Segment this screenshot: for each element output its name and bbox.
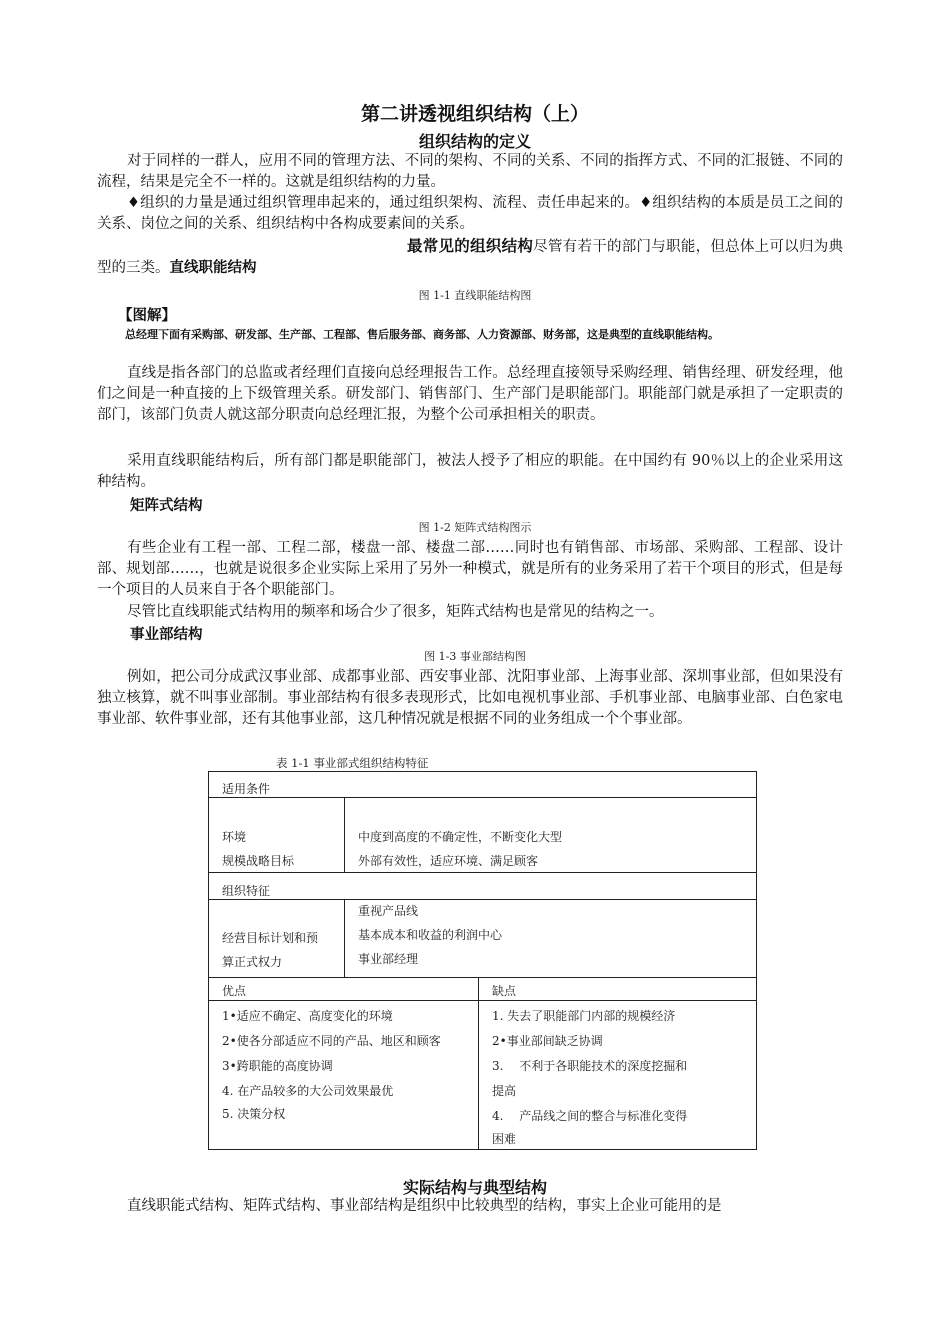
figure-caption-1-1: 图 1-1 直线职能结构图 (418, 289, 532, 302)
pros-item: 3•跨职能的高度协调 (222, 1059, 333, 1073)
paragraph-definition-2: ♦组织的力量是通过组织管理串起来的，通过组织架构、流程、责任串起来的。♦组织结构的本质是员工之间的关系、岗位之间的关系、组织结构中各构成要素间的关系。 (97, 195, 843, 232)
paragraph-line-explained: 直线是指各部门的总监或者经理们直接向总经理报告工作。总经理直接领导采购经理、销售经理、研发经理，他们之间是一种直接的上下级管理关系。研发部门、销售部门、生产部门是职能部门。职能部门就是承担了一定职责的部门，该部门负责人就这部分职责向总经理汇报，为整个公司承担相关的职责。 (97, 365, 843, 423)
common-intro-text: 尽管有若干的部门与职能，但总体上可以归为典型的三类。 (97, 239, 843, 276)
figure-caption-1-3: 图 1-3 事业部结构图 (424, 650, 526, 663)
table-rule (209, 977, 756, 978)
paragraph-common-structures (97, 236, 843, 279)
scale-strategy-value: 外部有效性，适应环境、满足顾客 (358, 854, 539, 868)
table-rule (344, 899, 345, 977)
illustration-label: 【图解】 (118, 308, 176, 324)
cons-item: 2•事业部间缺乏协调 (492, 1034, 603, 1048)
plan-value: 事业部经理 (358, 952, 419, 966)
illustration-caption: 总经理下面有采购部、研发部、生产部、工程部、售后服务部、商务部、人力资源部、财务部，这是典型的直线职能结构。 (125, 328, 719, 341)
table-rule (209, 1000, 756, 1001)
pros-item: 2•使各分部适应不同的产品、地区和顾客 (222, 1034, 441, 1048)
page-title: 第二讲透视组织结构（上） (360, 103, 589, 125)
environment-value: 中度到高度的不确定性，不断变化大型 (358, 830, 563, 844)
cons-item: 3. 不利于各职能技术的深度挖掘和 (492, 1059, 688, 1073)
subheading-line-functional: 直线职能结构 (169, 260, 257, 276)
figure-caption-1-2: 图 1-2 矩阵式结构图示 (418, 521, 532, 534)
org-features-header: 组织特征 (222, 884, 271, 898)
cons-item: 4. 产品线之间的整合与标准化变得 (492, 1109, 688, 1123)
section-heading-actual-vs-typical: 实际结构与典型结构 (402, 1178, 547, 1197)
plan-value: 重视产品线 (358, 904, 419, 918)
table-caption: 表 1-1 事业部式组织结构特征 (276, 756, 429, 770)
applicable-conditions-header: 适用条件 (222, 782, 271, 796)
paragraph-matrix-1: 有些企业有工程一部、工程二部，楼盘一部、楼盘二部……同时也有销售部、市场部、采购部、工程部、设计部、规划部……，也就是说很多企业实际上采用了另外一种模式，就是所有的业务采用了若干个项目的形式，但是每一个项目的人员来自于各个职能部门。 (97, 540, 843, 598)
pros-header: 优点 (222, 984, 247, 998)
cons-item: 困难 (492, 1132, 517, 1146)
paragraph-matrix-2: 尽管比直线职能式结构用的频率和场合少了很多，矩阵式结构也是常见的结构之一。 (127, 604, 664, 620)
table-rule (209, 899, 756, 900)
pros-item: 4. 在产品较多的大公司效果最优 (222, 1084, 394, 1098)
table-rule (209, 797, 756, 798)
paragraph-line-adoption: 采用直线职能结构后，所有部门都是职能部门，被法人授予了相应的职能。在中国约有 90％以上的企业采用这种结构。 (97, 453, 843, 490)
plan-label-line-1: 经营目标计划和预 (222, 931, 319, 945)
cons-item: 提高 (492, 1084, 517, 1098)
environment-label: 环境 (222, 830, 247, 844)
table-rule (344, 797, 345, 872)
pros-item: 5. 决策分权 (222, 1107, 286, 1121)
table-rule (478, 977, 479, 1149)
scale-strategy-label: 规模战略目标 (222, 854, 295, 868)
subheading-division: 事业部结构 (130, 627, 203, 643)
section-heading-definition: 组织结构的定义 (418, 132, 531, 151)
plan-label-line-2: 算正式权力 (222, 955, 283, 969)
section-heading-common: 最常见的组织结构 (407, 237, 534, 255)
cons-header: 缺点 (492, 984, 517, 998)
paragraph-definition-1: 对于同样的一群人，应用不同的管理方法、不同的架构、不同的关系、不同的指挥方式、不同的汇报链、不同的流程，结果是完全不一样的。这就是组织结构的力量。 (97, 153, 843, 190)
pros-item: 1•适应不确定、高度变化的环境 (222, 1009, 393, 1023)
plan-value: 基本成本和收益的利润中心 (358, 928, 503, 942)
paragraph-actual-structure: 直线职能式结构、矩阵式结构、事业部结构是组织中比较典型的结构，事实上企业可能用的是 (127, 1198, 722, 1214)
cons-item: 1. 失去了职能部门内部的规模经济 (492, 1009, 676, 1023)
subheading-matrix: 矩阵式结构 (130, 498, 203, 514)
paragraph-division: 例如，把公司分成武汉事业部、成都事业部、西安事业部、沈阳事业部、上海事业部、深圳事业部，但如果没有独立核算，就不叫事业部制。事业部结构有很多表现形式，比如电视机事业部、手机事业部、电脑事业部、白色家电事业部、软件事业部，还有其他事业部，这几种情况就是根据不同的业务组成一个个事业部。 (97, 669, 843, 727)
division-features-table (208, 771, 757, 1150)
